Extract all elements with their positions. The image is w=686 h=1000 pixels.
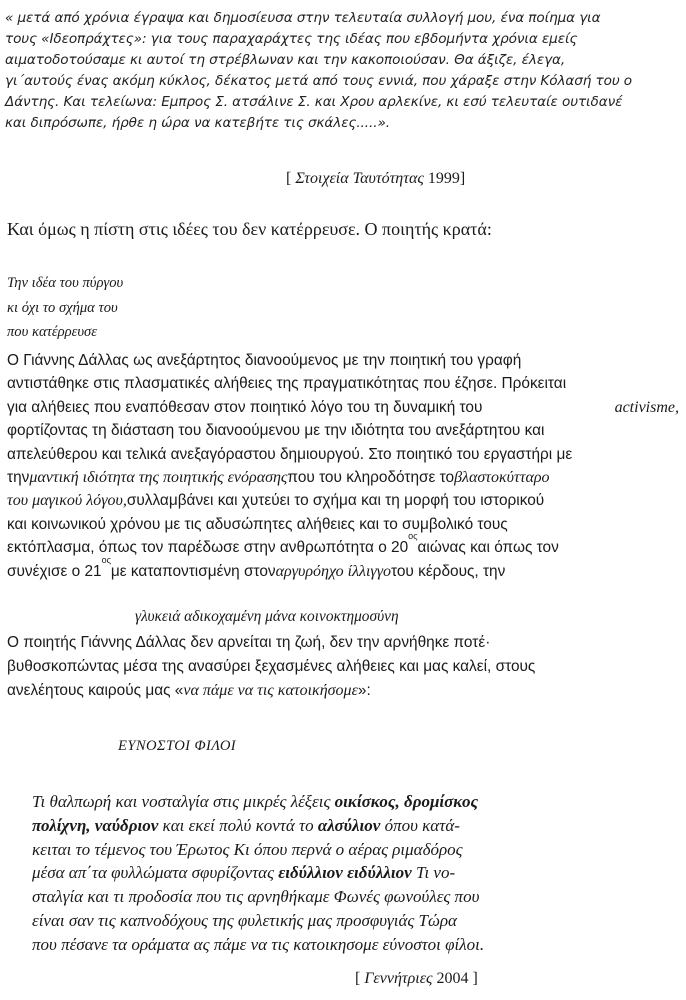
text-span: συλλαμβάνει και χυτεύει το σχήμα και τη μορφή του ιστορικού bbox=[126, 492, 545, 510]
centered-italic-line: γλυκειά αδικοχαμένη μάνα κοινοκτημοσύνη bbox=[135, 608, 399, 625]
paragraph-line bbox=[7, 489, 679, 512]
citation-bracket: [ bbox=[355, 970, 365, 987]
opening-quote bbox=[5, 8, 681, 134]
poem-line: που κατέρρευσε bbox=[7, 324, 97, 340]
text-span: Ο Γιάννης Δάλλας ως ανεξάρτητος διανοούμενος με την ποιητική του γραφή bbox=[7, 352, 522, 369]
text-span: αντιστάθηκε στις πλασματικές αλήθειες της πραγματικότητας που έζησε. Πρόκειται bbox=[7, 375, 567, 393]
citation-title: Στοιχεία Ταυτότητας bbox=[295, 170, 424, 187]
poem-line: σταλγία και τι προδοσία που τις αρνηθήκαμε Φωνές φωνούλες που bbox=[32, 887, 480, 907]
bold-words: οικίσκος, δρομίσκος bbox=[334, 792, 479, 811]
poem-excerpt-tower bbox=[7, 271, 123, 345]
paragraph-line bbox=[7, 419, 679, 442]
citation-bracket: [ bbox=[286, 170, 296, 187]
text-span: μέσα απ΄τα φυλλώματα σφυρίζοντας bbox=[32, 863, 279, 883]
bold-words: αλσύλιον bbox=[317, 815, 381, 835]
text-span: του κέρδους, την bbox=[391, 562, 506, 580]
poem-evnostoi-filoi bbox=[32, 790, 567, 957]
text-span: εκτόπλασμα, όπως τον παρέδωσε στην ανθρωπότητα ο 20 bbox=[7, 539, 409, 557]
poem-title: ΕΥΝΟΣΤΟΙ ΦΙΛΟΙ bbox=[118, 738, 237, 754]
citation-title: Γεννήτριες bbox=[364, 970, 433, 987]
text-span: φορτίζοντας τη διάσταση του διανοούμενου με την ιδιότητα του ανεξάρτητου και bbox=[7, 422, 545, 440]
bold-words: ειδύλλιον ειδύλλιον bbox=[278, 863, 412, 883]
paragraph-line bbox=[7, 554, 679, 583]
poem-line: κι όχι το σχήμα του bbox=[7, 299, 118, 316]
poem-line bbox=[32, 814, 567, 838]
poem-line bbox=[32, 861, 567, 885]
poem-line: που πέσανε τα οράματα ας πάμε να τις κατοικησομε εύνοστοι φίλοι. bbox=[32, 934, 485, 954]
text-span: Τι θαλπωρή και νοσταλγία στις μικρές λέξεις bbox=[32, 792, 335, 811]
paragraph-line bbox=[7, 443, 679, 466]
quote-line: « μετά από χρόνια έγραψα και δημοσίευσα στην τελευταία συλλογή μου, ένα ποίημα για bbox=[5, 10, 601, 26]
citation-year: 1999] bbox=[423, 170, 466, 187]
intro-sentence: Και όμως η πίστη στις ιδέες του δεν κατέρρευσε. Ο ποιητής κρατά: bbox=[7, 219, 492, 239]
text-span: »: bbox=[357, 682, 371, 699]
text-span: και κοινωνικού χρόνου με τις αδυσώπητες αλήθειες και το συμβολικό τους bbox=[7, 515, 508, 533]
quote-line: τους «Ιδεοπράχτες»: για τους παραχαράχτες της ιδέας που εβδομήντα χρόνια εμείς bbox=[5, 31, 578, 47]
citation-gennitries bbox=[355, 970, 478, 988]
text-span: με καταποντισμένη στον bbox=[110, 562, 276, 580]
citation-stoixeia bbox=[286, 170, 465, 188]
paragraph-line bbox=[7, 655, 679, 679]
poem-line: κειται το τέμενος του Έρωτος Κι όπου περνά ο αέρας ριμαδόρος bbox=[32, 839, 463, 859]
emphasis-text: να πάμε να τις κατοικήσομε bbox=[183, 682, 358, 699]
text-span: απελεύθερου και τελικά ανεξαγόραστου δημιουργού. Στο ποιητικό του εργαστήρι με bbox=[7, 445, 573, 463]
text-span: που του κληροδότησε το bbox=[287, 469, 455, 487]
quote-line: γι΄αυτούς ένας ακόμη κύκλος, δέκατος μετά από τους εννιά, που χάραξε στην Κόλασή του ο bbox=[5, 73, 633, 89]
bold-words: πολίχνη, ναύδριον bbox=[32, 815, 159, 835]
poem-line bbox=[32, 790, 567, 814]
paragraph-line bbox=[7, 466, 679, 489]
ordinal-superscript: ος bbox=[408, 531, 418, 542]
paragraph-line bbox=[7, 631, 679, 655]
poem-line: Την ιδέα του πύργου bbox=[7, 275, 124, 291]
emphasis-text: activisme, bbox=[614, 398, 679, 416]
paragraph-line bbox=[7, 679, 679, 703]
emphasis-text: αργυρόηχο ίλλιγγο bbox=[275, 562, 392, 580]
paragraph-line bbox=[7, 396, 679, 419]
text-span: την bbox=[7, 469, 30, 487]
body-paragraph-1 bbox=[7, 349, 679, 583]
emphasis-text: μαντική ιδιότητα της ποιητικής ενόρασης bbox=[29, 469, 288, 487]
text-span: ανελέητους καιρούς μας « bbox=[7, 682, 184, 699]
text-span: Τι νο- bbox=[411, 863, 456, 883]
quote-line: αιματοδοτούσαμε κι αυτοί τη στρέβλωναν και την κακοποιούσαν. Θα άξιζε, έλεγα, bbox=[5, 52, 566, 68]
emphasis-text: βλαστοκύτταρο bbox=[454, 469, 550, 487]
paragraph-line bbox=[7, 349, 679, 372]
paragraph-line bbox=[7, 372, 679, 395]
text-span: συνέχισε ο 21 bbox=[7, 562, 102, 580]
text-span: βυθοσκοπώντας μέσα της ανασύρει ξεχασμένες αλήθειες και μας καλεί, στους bbox=[7, 658, 536, 675]
quote-line: Δάντης. Και τελείωνα: Εμπρος Σ. ατσάλινε Σ. και Χρου αρλεκίνε, κι εσύ τελευταίε ουτιδανέ bbox=[5, 94, 623, 110]
text-span: όπου κατά- bbox=[380, 815, 460, 835]
paragraph-line bbox=[7, 513, 679, 536]
text-span: και εκεί πολύ κοντά το bbox=[158, 815, 318, 835]
citation-year: 2004 ] bbox=[432, 970, 478, 987]
text-span: αιώνας και όπως τον bbox=[417, 539, 559, 557]
poem-line: είναι σαν τις καπνοδόχους της φυλετικής μας προσφυγιάς Τώρα bbox=[32, 910, 457, 930]
text-span: Ο ποιητής Γιάννης Δάλλας δεν αρνείται τη ζωή, δεν την αρνήθηκε ποτέ· bbox=[7, 634, 491, 651]
body-paragraph-2 bbox=[7, 631, 679, 703]
ordinal-superscript: ος bbox=[101, 554, 111, 565]
text-span: για αλήθειες που εναπόθεσαν στον ποιητικό λόγο του τη δυναμική του bbox=[7, 398, 483, 416]
emphasis-text: του μαγικού λόγου, bbox=[7, 492, 127, 510]
quote-line: και διπρόσωπε, ήρθε η ώρα να κατεβήτε τις σκάλες.....». bbox=[5, 115, 390, 131]
